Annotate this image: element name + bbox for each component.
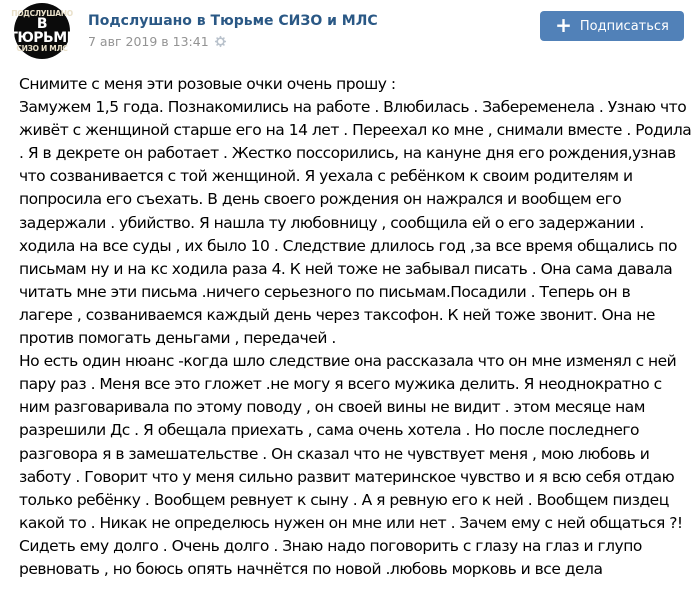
post-text-line: пару раз . Меня все это гложет .не могу я всего мужика делить. Я неоднократно с (19, 375, 662, 394)
subscribe-label: Подписаться (579, 18, 669, 34)
gear-icon[interactable] (215, 36, 226, 47)
avatar[interactable] (8, 3, 76, 59)
avatar-text-line-2: В ТЮРЬМЕ (8, 16, 76, 46)
post-text-line: ним разговаривала по этому поводу , он своей вины не видит . этом месяце нам (19, 398, 645, 417)
post-text-line: заботу . Говорит что у меня сильно развит материнское чувство и я всю себя отдаю (19, 467, 675, 486)
post-text-line: читать мне эти письма .ничего серьезного по письмам.Посадили . Теперь он в (19, 282, 631, 301)
post-text-line: ревновать , но боюсь опять начнётся по новой .любовь морковь и все дела (19, 559, 603, 578)
post-meta (88, 34, 226, 49)
post-text-line: Замужем 1,5 года. Познакомились на работе . Влюбилась . Забеременела . Узнаю что (19, 98, 687, 117)
post-text-line: задержали . убийство. Я нашла ту любовницу , сообщила ей о его задержании . (19, 213, 644, 232)
subscribe-button[interactable] (540, 11, 684, 41)
post-date[interactable]: 7 авг 2019 в 13:41 (88, 34, 209, 49)
avatar-text-line-1: ПОДСЛУШАНО (11, 8, 73, 18)
post-text-line: . Я в декрете он работает . Жестко поссорились, на кануне дня его рождения,узнав (19, 144, 676, 163)
post-header (0, 0, 700, 60)
avatar-text-line-3: СИЗО И МЛС (16, 44, 68, 53)
post-text-line: лагере , созваниваемся каждый день через таксофон. К ней тоже звонит. Она не (19, 305, 655, 324)
post-text-line: только ребёнку . Вообщем ревнует к сыну . А я ревную его к ней . Вообщем пиздец (19, 490, 669, 509)
post-text-line: Сидеть ему долго . Очень долго . Знаю надо поговорить с глазу на глаз и глупо (19, 536, 642, 555)
post-text-line: ходила на все суды , их было 10 . Следствие длилось год ,за все время общались по (19, 236, 677, 255)
post-text-line: против помогать деньгами , передачей . (19, 329, 336, 348)
post-text-line: разговора я в замешательстве . Он сказал что не чувствует меня , мою любовь и (19, 444, 650, 463)
group-name-link[interactable]: Подслушано в Тюрьме СИЗО и МЛС (88, 13, 378, 29)
post-text-line: какой то . Никак не определюсь нужен он мне или нет . Зачем ему с ней общаться ?! (19, 513, 683, 532)
post-text (19, 73, 692, 581)
post-text-line: разрешили Дс . Я обещала приехать , сама очень хотела . Но после последнего (19, 421, 640, 440)
post-text-line: Но есть один нюанс -когда шло следствие она рассказала что он мне изменял с ней (19, 352, 677, 371)
post-text-line: письмам ну и на кс ходила раза 4. К ней тоже не забывал писать . Она сама давала (19, 259, 673, 278)
post-text-line: живёт с женщиной старше его на 14 лет . Переехал ко мне , снимали вместе . Родила (19, 121, 692, 140)
post-text-line: что созванивается с той женщиной. Я уехала с ребёнком к своим родителям и (19, 167, 633, 186)
post-text-line: Снимите с меня эти розовые очки очень прошу : (19, 75, 396, 93)
post-text-line: попросила его съехать. В день своего рождения он нажрался и вообщем его (19, 190, 622, 209)
plus-icon: + (555, 13, 572, 37)
